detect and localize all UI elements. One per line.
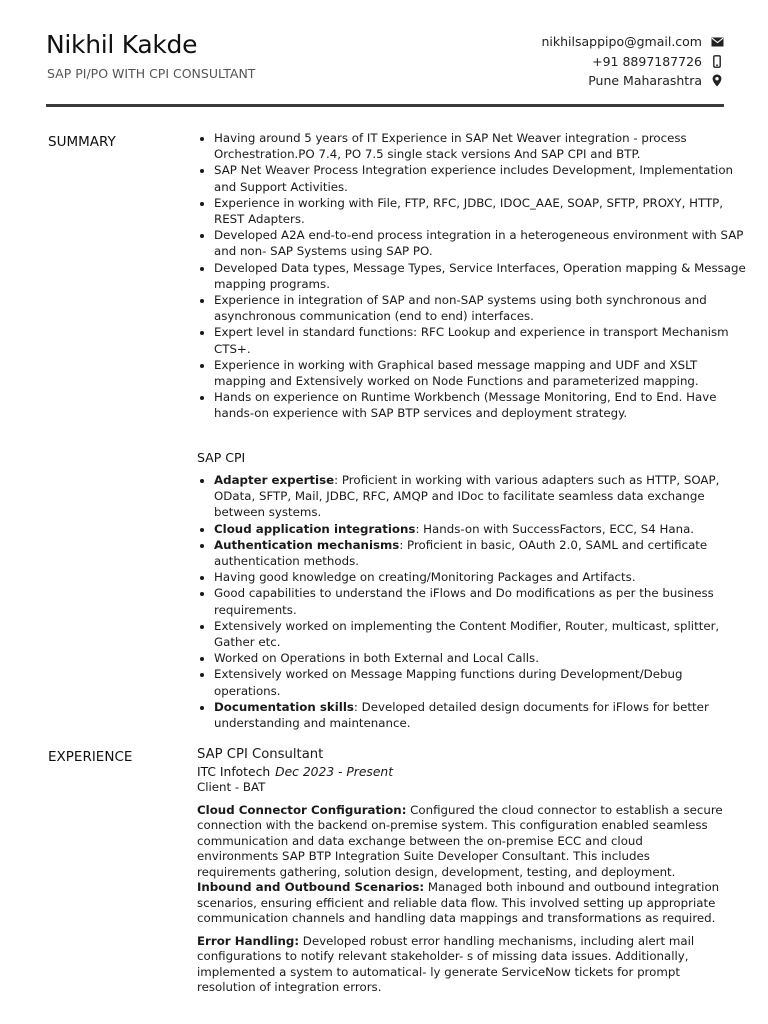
- list-item: [214, 537, 746, 569]
- email-text[interactable]: nikhilsappipo@gmail.com: [541, 34, 702, 50]
- contact-block: [542, 32, 725, 91]
- contact-phone-row: [542, 52, 725, 72]
- item-text: : Proficient in working with various adapters such as HTTP, SOAP, OData, SFTP, Mail, JDBC, RFC, AMQP and IDoc to facilitate seamless data exchange between systems.: [214, 473, 720, 520]
- list-item: [214, 585, 746, 617]
- summary-list: [196, 130, 746, 422]
- experience-paragraph: [197, 880, 727, 927]
- list-item: [214, 521, 746, 537]
- phone-text[interactable]: +91 8897187726: [592, 53, 702, 69]
- list-item: [214, 650, 746, 666]
- item-label: Documentation skills: [214, 699, 354, 714]
- candidate-name: Nikhil Kakde: [46, 30, 198, 59]
- candidate-role: SAP PI/PO WITH CPI CONSULTANT: [47, 66, 256, 81]
- list-item: [214, 666, 746, 698]
- paragraph-label: Error Handling:: [197, 933, 300, 948]
- item-text: : Developed detailed design documents for iFlows for better understanding and maintenance.: [214, 699, 709, 731]
- list-item: • Developed A2A end-to-end process integration in a heterogeneous environment with SAP and non- SAP Systems using SAP PO.: [214, 227, 746, 259]
- paragraph-text: Managed both inbound and outbound integration scenarios, ensuring efficient and reliable data flow. This involved setting up appropriate communication channels and handling data mappings and transformations as required.: [197, 880, 720, 925]
- paragraph-label: Inbound and Outbound Scenarios:: [197, 880, 425, 894]
- location-text: Pune Maharashtra: [588, 73, 702, 89]
- list-item: • Having around 5 years of IT Experience in SAP Net Weaver integration - process Orchestration.PO 7.4, PO 7.5 single stack versions And SAP CPI and BTP.: [214, 130, 746, 162]
- company-line: [197, 765, 727, 781]
- experience-paragraph: [197, 803, 727, 881]
- paragraph-label: Cloud Connector Configuration:: [197, 802, 407, 817]
- map-pin-icon: [710, 74, 724, 87]
- experience-entry: [197, 747, 727, 996]
- item-text: Worked on Operations in both External and Local Calls.: [214, 651, 539, 666]
- item-text: : Proficient in basic, OAuth 2.0, SAML and certificate authentication methods.: [214, 537, 708, 569]
- list-item: • Experience in working with Graphical based message mapping and UDF and XSLT mapping and Extensively worked on Node Functions and parameterized mapping.: [214, 357, 746, 389]
- header-divider: [46, 104, 724, 107]
- list-item: • Experience in integration of SAP and non-SAP systems using both synchronous and asynchronous communication (end to end) interfaces.: [214, 292, 746, 324]
- contact-email-row: [542, 32, 725, 52]
- list-item: [214, 618, 746, 650]
- client-line: Client - BAT: [197, 780, 266, 794]
- item-label: Authentication mechanisms: [214, 537, 400, 552]
- item-label: Cloud application integrations: [214, 521, 416, 536]
- list-item: [214, 472, 746, 521]
- experience-paragraph: [197, 934, 727, 996]
- sap-cpi-heading: SAP CPI: [197, 450, 246, 465]
- item-text: Extensively worked on implementing the Content Modifier, Router, multicast, splitter, Gather etc.: [214, 618, 720, 650]
- paragraph-text: Configured the cloud connector to establish a secure connection with the backend on-premise system. This configuration enabled seamless communication and data exchange between the on-premise ECC and cloud environments SAP BTP Integration Suite Developer Consultant. This includes requirements gathering, solution design, development, testing, and deployment.: [197, 802, 723, 879]
- item-text: Extensively worked on Message Mapping functions during Development/Debug operations.: [214, 667, 683, 698]
- item-text: : Hands-on with SuccessFactors, ECC, S4 Hana.: [415, 521, 695, 536]
- item-text: Having good knowledge on creating/Monitoring Packages and Artifacts.: [214, 570, 636, 585]
- list-item: • Hands on experience on Runtime Workbench (Message Monitoring, End to End. Have hands-on experience with SAP BTP services and deployment strategy.: [214, 389, 746, 421]
- list-item: • SAP Net Weaver Process Integration experience includes Development, Implementation and Support Activities.: [214, 162, 746, 194]
- paragraph-text: Developed robust error handling mechanisms, including alert mail configurations to notify relevant stakeholder- s of missing data issues. Additionally, implemented a system to automatical- ly generate ServiceNow tickets for prompt resolution of integration errors.: [197, 933, 695, 994]
- item-label: Adapter expertise: [214, 473, 335, 487]
- list-item: • Expert level in standard functions: RFC Lookup and experience in transport Mechanism CTS+.: [214, 324, 746, 356]
- experience-heading: EXPERIENCE: [48, 749, 133, 765]
- list-item: [214, 699, 746, 731]
- mobile-phone-icon: [710, 55, 724, 68]
- contact-location-row: [542, 71, 725, 91]
- company-name: ITC Infotech: [197, 764, 271, 779]
- job-title: SAP CPI Consultant: [197, 747, 324, 762]
- list-item: [214, 569, 746, 585]
- list-item: • Developed Data types, Message Types, Service Interfaces, Operation mapping & Message mapping programs.: [214, 260, 746, 292]
- employment-dates: Dec 2023 - Present: [275, 764, 394, 779]
- envelope-icon: [710, 37, 724, 47]
- item-text: Good capabilities to understand the iFlows and Do modifications as per the business requirements.: [214, 586, 714, 617]
- sap-cpi-list: [196, 472, 746, 731]
- list-item: • Experience in working with File, FTP, RFC, JDBC, IDOC_AAE, SOAP, SFTP, PROXY, HTTP, REST Adapters.: [214, 195, 746, 227]
- summary-heading: SUMMARY: [48, 134, 116, 150]
